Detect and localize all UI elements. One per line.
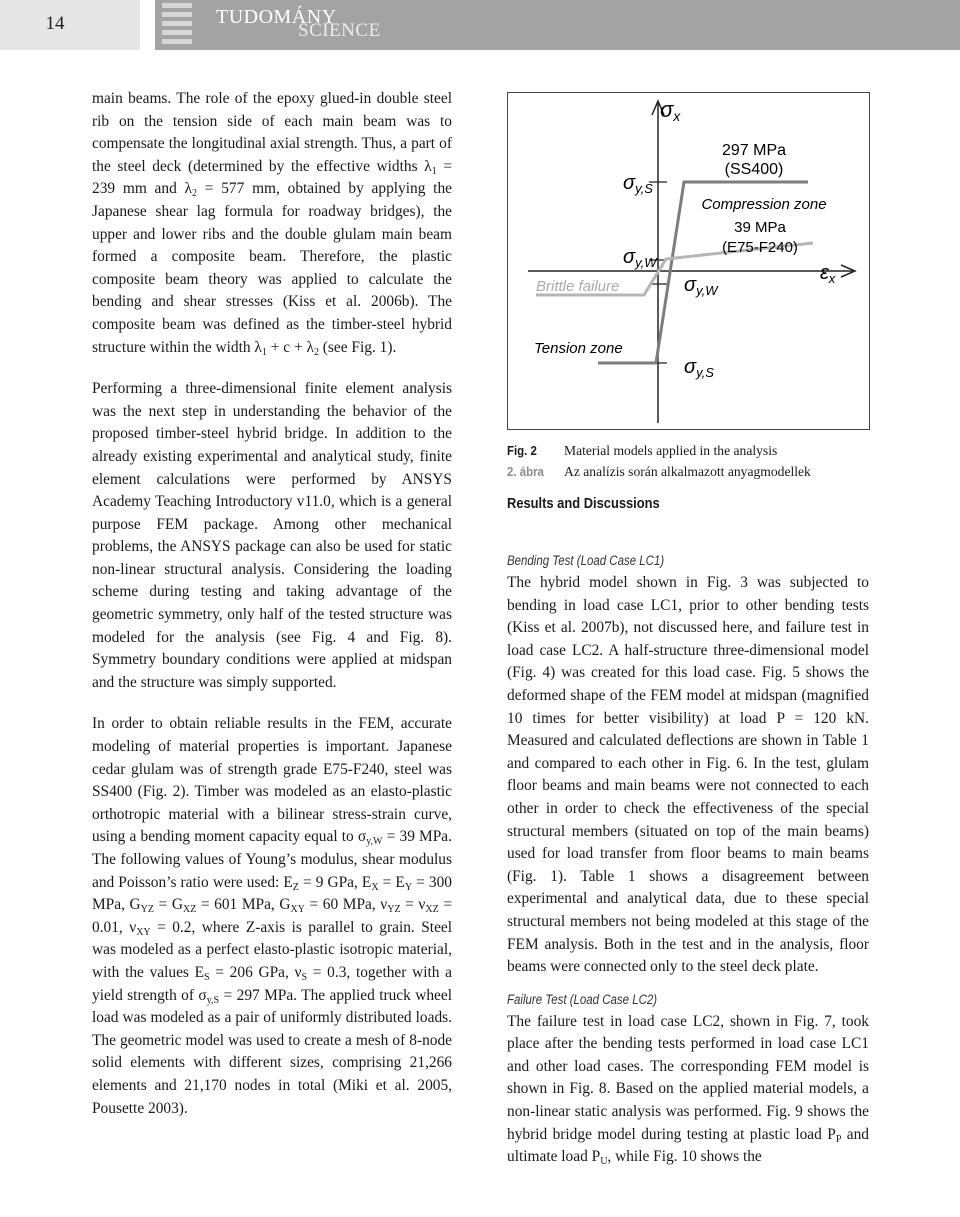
caption-label-hu: 2. ábra [507, 464, 544, 479]
figure-2-material-models [507, 92, 870, 430]
label-compression-zone: Compression zone [701, 196, 827, 213]
left-column [92, 88, 452, 1120]
label-tension-zone: Tension zone [534, 340, 623, 357]
figure-2-captions [507, 440, 877, 482]
label-brittle-failure: Brittle failure [536, 278, 620, 295]
section-heading-results: Results and Discussions [507, 495, 660, 512]
label-epsilon-x: $\varepsilon_x$ [820, 262, 836, 286]
journal-logo-stripes [162, 3, 192, 47]
left-paragraph-3: In order to obtain reliable results in the FEM, accurate modeling of material properties is important. Japanese cedar glulam was of strength grade E75-F240, steel was SS400 (Fig. 2). Timber was modeled as an elasto-plastic orthotropic material with a bilinear stress-strain curve, using a bending moment capacity equal to $\sigma_{y,W} = 39$ MPa. The following values of Young’s modulus, shear modulus and Poisson’s ratio were used: $E_Z = 9$ GPa, $E_X = E_Y = 300$ MPa, $G_{YZ} = G_{XZ} = 601$ MPa, $G_{XY} = 60$ MPa, $\nu_{YZ} = \nu_{XZ} = 0.01$, $\nu_{XY} = 0.2$, where Z-axis is parallel to grain. Steel was modeled as a perfect elasto-plastic isotropic material, with the values $E_S = 206$ GPa, $\nu_S = 0.3$, together with a yield strength of $\sigma_{y,S} = 297$ MPa. The applied truck wheel load was modeled as a pair of uniformly distributed loads. The geometric model was used to create a mesh of 8-node solid elements with different sizes, comprising 21,266 elements and 21,170 nodes in total (Miki et al. 2005, Pousette 2003). [92, 715, 453, 1117]
caption-text-hu: Az analízis során alkalmazott anyagmodellek [564, 464, 811, 479]
subheading-bending-test: Bending Test (Load Case LC1) [507, 553, 665, 568]
label-sigma-ys-top: $\sigma_{y,S}$ [623, 172, 653, 196]
page-number-box [0, 0, 140, 50]
label-steel-grade: (SS400) [724, 161, 784, 178]
caption-english [507, 440, 877, 461]
left-paragraph-2: Performing a three-dimensional finite element analysis was the next step in understanding the behavior of the proposed timber-steel hybrid bridge. In addition to the already existing experimental and analytical study, finite element calculations were performed by ANSYS Academy Teaching Introductory v11.0, which is a general purpose FEM package. Among other mechanical problems, the ANSYS package can also be used for static non-linear structural analysis. Considering the loading scheme during testing and taking advantage of the geometric symmetry, only half of the tested structure was modeled for the analysis (see Fig. 4 and Fig. 8). Symmetry boundary conditions were applied at midspan and the structure was simply supported. [92, 380, 452, 691]
label-steel-strength: 297 MPa [721, 142, 787, 159]
caption-text-en: Material models applied in the analysis [564, 443, 778, 458]
label-sigma-yw-bottom: $\sigma_{y,W}$ [684, 274, 718, 298]
journal-title-science: SCIENCE [298, 20, 381, 41]
label-timber-strength: 39 MPa [734, 219, 786, 236]
label-sigma-ys-bottom: $\sigma_{y,S}$ [684, 356, 714, 380]
right-paragraph-1: The hybrid model shown in Fig. 3 was subjected to bending in load case LC1, prior to other bending tests (Kiss et al. 2007b), not discussed here, and failure test in load case LC2. A half-structure three-dimensional model (Fig. 4) was created for this load case. Fig. 5 shows the deformed shape of the FEM model at midspan (magnified 10 times for better visibility) at load P = 120 kN. Measured and calculated deflections are shown in Table 1 and compared to each other in Fig. 6. In the test, glulam floor beams and main beams were not connected to each other in order to check the effectiveness of the special structural members (situated on top of the main beams) used for load transfer from floor beams to main beams (Fig. 1). Table 1 shows a disagreement between experimental and analytical data, due to these special structural members not being modeled at this stage of the FEM analysis. Both in the test and in the analysis, floor beams were connected only to the steel deck plate. [507, 574, 869, 976]
material-model-diagram [508, 93, 869, 429]
label-timber-grade: (E75-F240) [722, 239, 798, 256]
right-paragraph-2: The failure test in load case LC2, shown in Fig. 7, took place after the bending tests performed in load case LC1 and other load cases. The corresponding FEM model is shown in Fig. 8. Based on the applied material models, a non-linear static analysis was performed. Fig. 9 shows the hybrid bridge model during testing at plastic load $P_P$ and ultimate load $P_U$, while Fig. 10 shows the [507, 1012, 870, 1168]
page-number: 14 [45, 13, 65, 34]
caption-hungarian [507, 461, 877, 482]
page-header [0, 0, 960, 50]
caption-label-en: Fig. 2 [507, 443, 537, 458]
label-sigma-x: σx [660, 97, 681, 124]
right-column [507, 550, 869, 1169]
subheading-failure-test: Failure Test (Load Case LC2) [507, 991, 658, 1007]
label-sigma-yw-top: $\sigma_{y,W}$ [623, 246, 657, 270]
journal-title-tudomany: TUDOMÁNY [216, 6, 337, 28]
left-paragraph-1: main beams. The role of the epoxy glued-in double steel rib on the tension side of each main beam was to compensate the longitudinal axial strength. Thus, a part of the steel deck (determined by the effective widths $\lambda_1 = 239$ mm and $\lambda_2 = 577$ mm, obtained by applying the Japanese shear lag formula for roadway bridges), the upper and lower ribs and the double glulam main beam formed a composite beam. Therefore, the plastic composite beam theory was applied to calculate the bending and shear stresses (Kiss et al. 2006b). The composite beam was defined as the timber-steel hybrid structure within the width $\lambda_1 + c + \lambda_2$ (see Fig. 1). [92, 90, 452, 358]
